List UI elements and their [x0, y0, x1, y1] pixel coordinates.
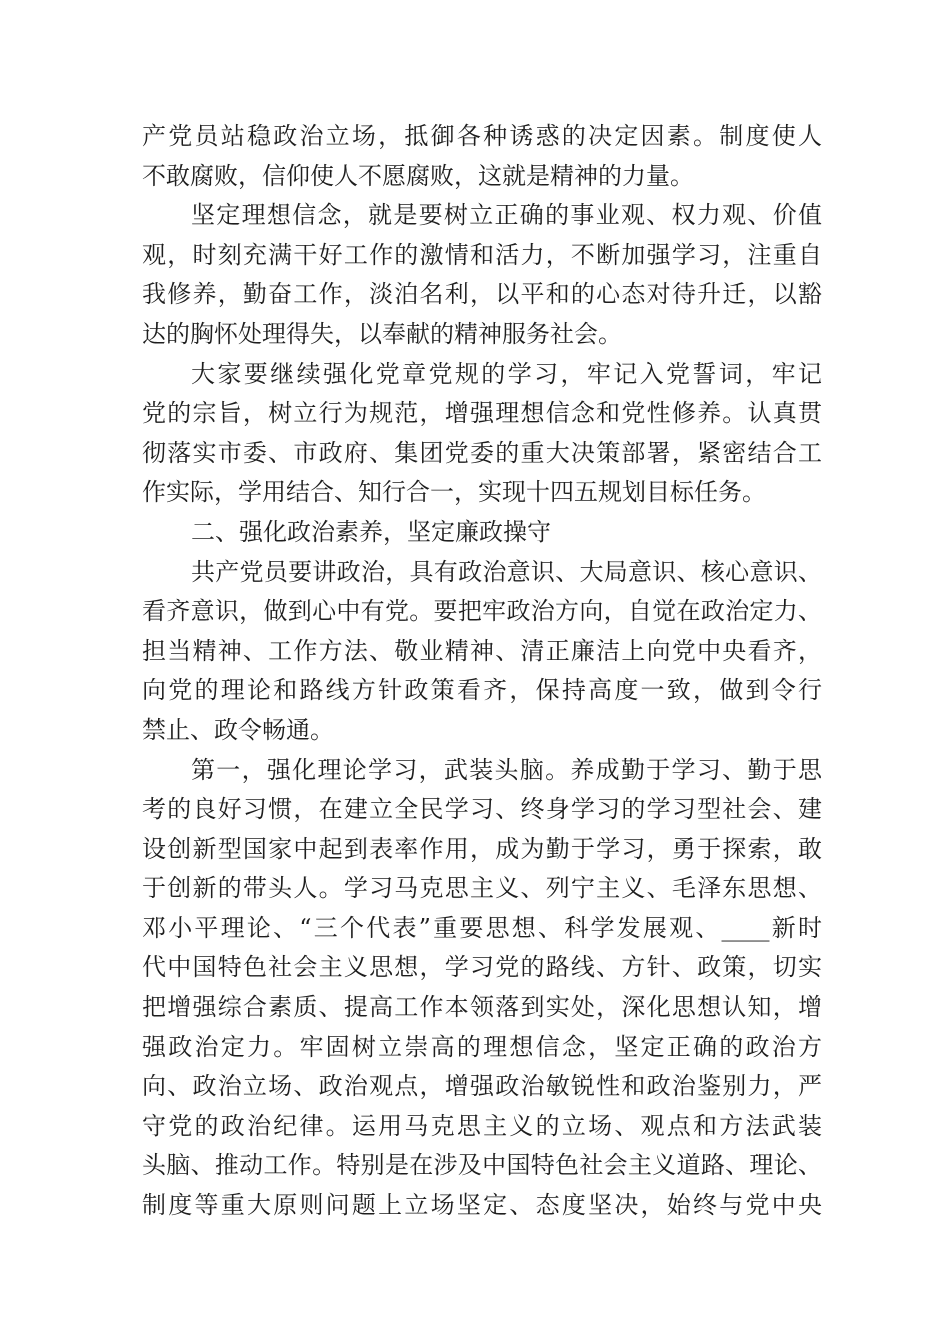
text-line: 于创新的带头人。学习马克思主义、列宁主义、毛泽东思想、 — [142, 874, 822, 903]
text-line: 考的良好习惯，在建立全民学习、终身学习的学习型社会、建 — [142, 795, 822, 824]
text-line: 我修养，勤奋工作，淡泊名利，以平和的心态对待升迁，以豁 — [142, 280, 822, 309]
text-line: 彻落实市委、市政府、集团党委的重大决策部署，紧密结合工 — [142, 438, 822, 467]
text-line: 制度等重大原则问题上立场坚定、态度坚决，始终与党中央 — [142, 1191, 822, 1220]
text-line: 头脑、推动工作。特别是在涉及中国特色社会主义道路、理论、 — [142, 1151, 822, 1180]
text-line: 担当精神、工作方法、敬业精神、清正廉洁上向党中央看齐， — [142, 636, 822, 665]
text-line: 看齐意识，做到心中有党。要把牢政治方向，自觉在政治定力、 — [142, 597, 822, 626]
text-line: 代中国特色社会主义思想，学习党的路线、方针、政策，切实 — [142, 953, 822, 982]
text-line: 第一，强化理论学习，武装头脑。养成勤于学习、勤于思 — [191, 755, 822, 784]
text-line: 向党的理论和路线方针政策看齐，保持高度一致，做到令行 — [142, 676, 822, 705]
text-line: 向、政治立场、政治观点，增强政治敏锐性和政治鉴别力，严 — [142, 1072, 822, 1101]
text-line: 邓小平理论、“三个代表”重要思想、科学发展观、____新时 — [142, 913, 822, 942]
text-line: 达的胸怀处理得失，以奉献的精神服务社会。 — [142, 319, 622, 348]
text-line: 产党员站稳政治立场，抵御各种诱惑的决定因素。制度使人 — [142, 122, 822, 150]
text-line: 共产党员要讲政治，具有政治意识、大局意识、核心意识、 — [191, 557, 822, 586]
text-line: 守党的政治纪律。运用马克思主义的立场、观点和方法武装 — [142, 1111, 822, 1140]
text-line: 大家要继续强化党章党规的学习，牢记入党誓词，牢记 — [191, 359, 822, 388]
section-heading: 二、强化政治素养，坚定廉政操守 — [191, 517, 551, 546]
text-line: 不敢腐败，信仰使人不愿腐败，这就是精神的力量。 — [142, 161, 694, 190]
text-line: 把增强综合素质、提高工作本领落到实处，深化思想认知，增 — [142, 993, 822, 1022]
text-line: 党的宗旨，树立行为规范，增强理想信念和党性修养。认真贯 — [142, 399, 822, 428]
text-line: 设创新型国家中起到表率作用，成为勤于学习，勇于探索，敢 — [142, 834, 822, 863]
text-line: 作实际，学用结合、知行合一，实现十四五规划目标任务。 — [142, 478, 766, 507]
text-line: 禁止、政令畅通。 — [142, 715, 334, 744]
text-line: 强政治定力。牢固树立崇高的理想信念，坚定正确的政治方 — [142, 1032, 822, 1061]
text-line: 坚定理想信念，就是要树立正确的事业观、权力观、价值 — [191, 201, 822, 230]
text-line: 观，时刻充满干好工作的激情和活力，不断加强学习，注重自 — [142, 240, 822, 269]
document-body — [142, 117, 822, 1226]
